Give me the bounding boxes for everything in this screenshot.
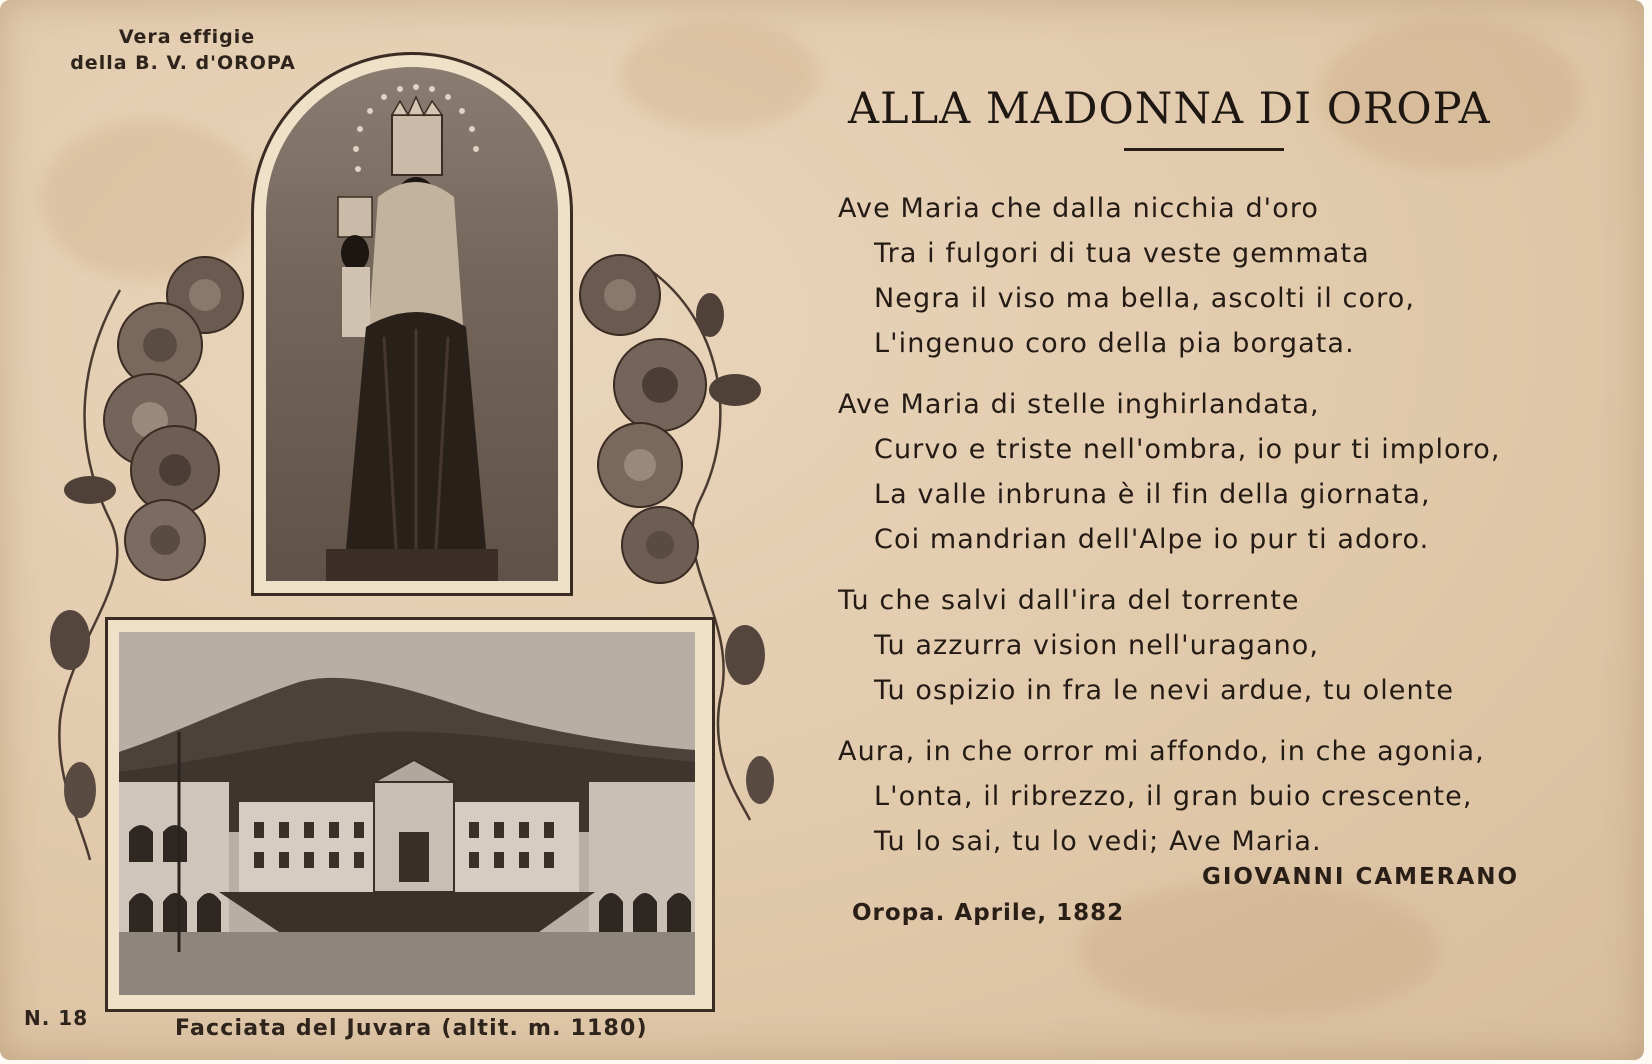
stanza: [838, 186, 1628, 366]
poem-line: L'onta, il ribrezzo, il gran buio crescente,: [874, 781, 1473, 812]
poem-line: Tu ospizio in fra le nevi ardue, tu olente: [874, 675, 1455, 706]
photo-caption: Facciata del Juvara (altit. m. 1180): [175, 1016, 648, 1041]
sanctuary-photo: [119, 632, 695, 995]
effigy-caption-line: della B. V. d'OROPA: [70, 52, 296, 74]
card-number: N. 18: [24, 1006, 89, 1030]
poem-line: Ave Maria di stelle inghirlandata,: [838, 389, 1320, 420]
poem-line: Tra i fulgori di tua veste gemmata: [874, 238, 1370, 269]
poem-line: Tu lo sai, tu lo vedi; Ave Maria.: [874, 826, 1322, 857]
poem-line: Tu che salvi dall'ira del torrente: [838, 585, 1300, 616]
poem-line: L'ingenuo coro della pia borgata.: [874, 328, 1355, 359]
stanza: [838, 729, 1628, 864]
madonna-image: [266, 67, 558, 581]
stanza: [838, 578, 1628, 713]
paper-stain: [1080, 880, 1440, 1020]
poem-author: GIOVANNI CAMERANO: [1202, 864, 1520, 890]
effigy-caption-line: Vera effigie: [118, 26, 256, 48]
sanctuary-facade-icon: [119, 632, 695, 995]
poem-title: ALLA MADONNA DI OROPA: [848, 84, 1491, 134]
title-divider: [1124, 148, 1284, 151]
black-madonna-statue-icon: [266, 67, 558, 581]
poem-line: La valle inbruna è il fin della giornata,: [874, 479, 1431, 510]
poem-line: Aura, in che orror mi affondo, in che agonia,: [838, 736, 1485, 767]
stanza: [838, 382, 1628, 562]
poem-line: Tu azzurra vision nell'uragano,: [874, 630, 1320, 661]
poem-line: Coi mandrian dell'Alpe io pur ti adoro.: [874, 524, 1430, 555]
poem-line: Ave Maria che dalla nicchia d'oro: [838, 193, 1320, 224]
poem-body: [838, 186, 1628, 880]
poem-line: Curvo e triste nell'ombra, io pur ti imploro,: [874, 434, 1501, 465]
poem-line: Negra il viso ma bella, ascolti il coro,: [874, 283, 1416, 314]
poem-place-date: Oropa. Aprile, 1882: [852, 900, 1125, 926]
